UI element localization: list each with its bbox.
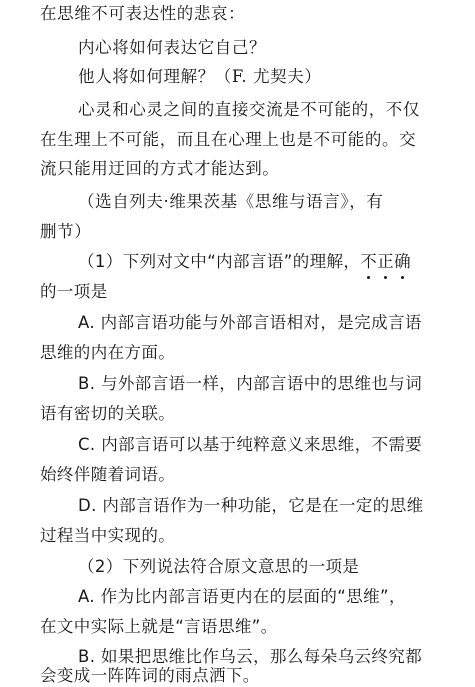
question-2-option-b-line-1: B. 如果把思维比作乌云，那么每朵乌云终究都 xyxy=(78,647,423,666)
passage-line-1: 在思维不可表达性的悲哀： xyxy=(40,4,246,23)
question-2-option-a-line-1: A. 作为比内部言语更内在的层面的“思维”， xyxy=(78,587,406,606)
emphasis-dot xyxy=(384,276,387,279)
source-citation-line-1: （选自列夫·维果茨基《思维与语言》，有 xyxy=(78,192,384,211)
passage-line-5: 在生理上不可能，而且在心理上也是不可能的。交 xyxy=(40,130,417,149)
question-1-option-d-line-2: 过程当中实现的。 xyxy=(40,526,176,545)
question-1-stem-text: （1）下列对文中“内部言语”的理解， xyxy=(78,252,361,271)
poem-line-1: 内心将如何表达它自己？ xyxy=(78,38,267,57)
question-1-option-a-line-1: A. 内部言语功能与外部言语相对，是完成言语 xyxy=(78,313,422,332)
passage-line-6: 流只能用迂回的方式才能达到。 xyxy=(40,159,280,178)
question-1-option-a-line-2: 思维的内在方面。 xyxy=(40,343,176,362)
poem-line-2: 他人将如何理解？（F. 尤契夫） xyxy=(78,67,322,86)
passage-line-4: 心灵和心灵之间的直接交流是不可能的，不仅 xyxy=(78,100,420,119)
question-2-option-a-line-2: 在文中实际上就是“言语思维”。 xyxy=(40,617,278,636)
question-1-option-d-line-1: D. 内部言语作为一种功能，它是在一定的思维 xyxy=(78,496,424,515)
emphasis-dot xyxy=(367,276,370,279)
question-1-option-b-line-2: 语有密切的关联。 xyxy=(40,404,176,423)
question-2-stem: （2）下列说法符合原文意思的一项是 xyxy=(78,557,360,576)
question-1-stem xyxy=(78,251,411,273)
emphasis-text: 不正确 xyxy=(360,252,411,271)
question-1-option-c-line-1: C. 内部言语可以基于纯粹意义来思维，不需要 xyxy=(78,435,423,454)
question-2-option-b-line-2: 会变成一阵阵词的雨点洒下。 xyxy=(40,666,260,685)
question-1-option-b-line-1: B. 与外部言语一样，内部言语中的思维也与词 xyxy=(78,374,423,393)
question-1-emphasis xyxy=(360,251,411,273)
emphasis-dot xyxy=(401,276,404,279)
source-citation-line-2: 删节） xyxy=(40,222,92,241)
question-1-stem-line-2: 的一项是 xyxy=(40,282,108,301)
question-1-option-c-line-2: 始终伴随着词语。 xyxy=(40,465,176,484)
